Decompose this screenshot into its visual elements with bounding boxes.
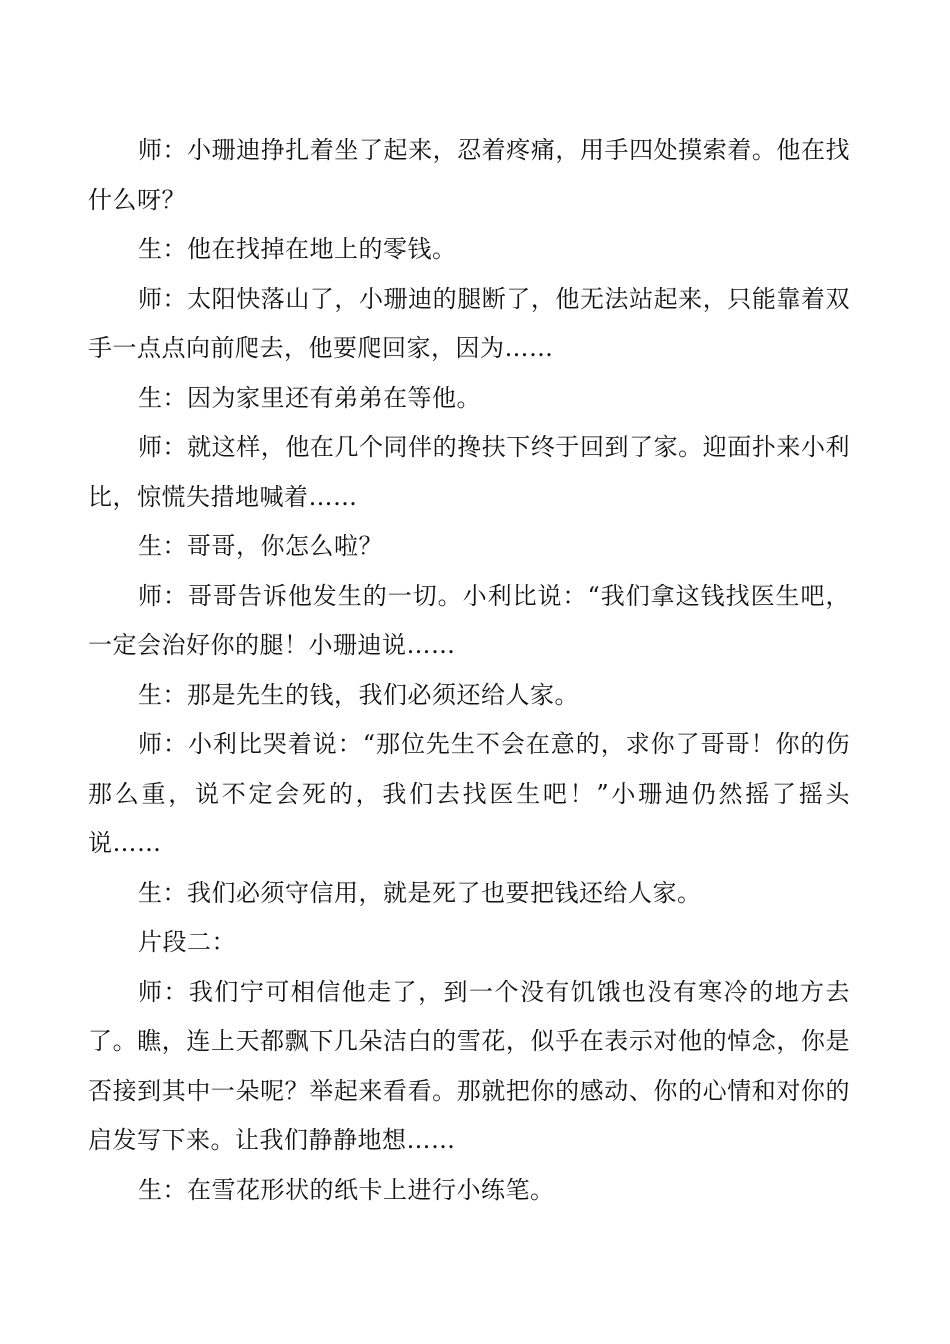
document-body	[88, 126, 850, 1215]
paragraph-teacher-arrive-home: 师：就这样，他在几个同伴的搀扶下终于回到了家。迎面扑来小利比，惊慌失措地喊着……	[88, 433, 850, 511]
paragraph-teacher-libby-cries: 师：小利比哭着说：“那位先生不会在意的，求你了哥哥！你的伤那么重，说不定会死的，我们去找医生吧！”小珊迪仍然摇了摇头说……	[88, 730, 850, 857]
paragraph-teacher-searching: 师：小珊迪挣扎着坐了起来，忍着疼痛，用手四处摸索着。他在找什么呀？	[88, 136, 850, 214]
paragraph-student-change: 生：他在找掉在地上的零钱。	[138, 235, 457, 263]
paragraph-student-return-money: 生：那是先生的钱，我们必须还给人家。	[138, 680, 579, 709]
paragraph-teacher-find-doctor: 师：哥哥告诉他发生的一切。小利比说：“我们拿这钱找医生吧，一定会治好你的腿！小珊迪说……	[88, 581, 850, 659]
section-heading-fragment-two: 片段二：	[138, 928, 236, 956]
paragraph-student-brother-waiting: 生：因为家里还有弟弟在等他。	[138, 383, 481, 412]
paragraph-teacher-snowflake: 师：我们宁可相信他走了，到一个没有饥饿也没有寒冷的地方去了。瞧，连上天都飘下几朵洁白的雪花，似乎在表示对他的悼念，你是否接到其中一朵呢？举起来看看。那就把你的感动、你的心情和对你的启发写下来。让我们静静地想……	[88, 977, 850, 1154]
paragraph-student-what-happened: 生：哥哥，你怎么啦？	[138, 532, 383, 560]
paragraph-teacher-crawl-home: 师：太阳快落山了，小珊迪的腿断了，他无法站起来，只能靠着双手一点点向前爬去，他要爬回家，因为……	[88, 284, 850, 362]
paragraph-student-keep-promise: 生：我们必须守信用，就是死了也要把钱还给人家。	[138, 878, 702, 907]
paragraph-student-writing-practice: 生：在雪花形状的纸卡上进行小练笔。	[138, 1175, 555, 1204]
